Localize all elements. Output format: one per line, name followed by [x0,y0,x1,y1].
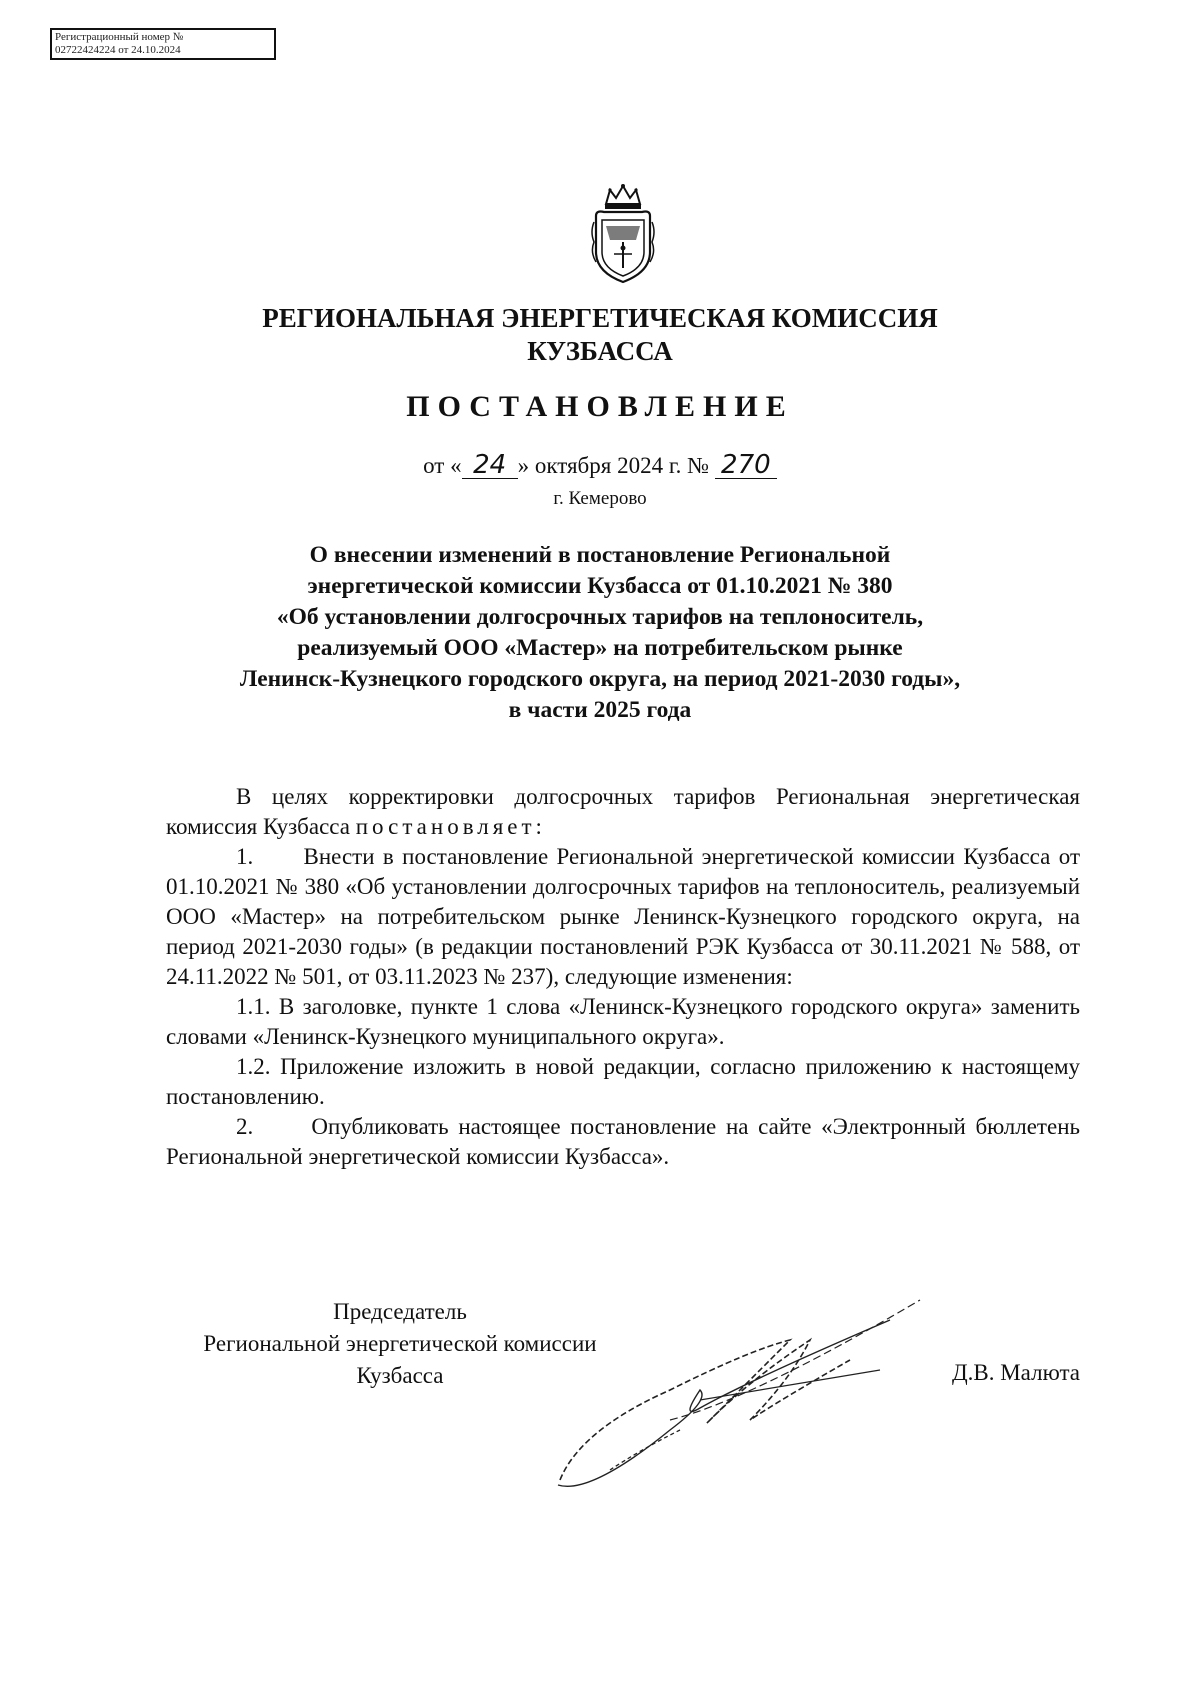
preamble-decree-word: постановляет: [355,814,546,839]
document-date-line [0,452,1200,479]
stamp-line-1: Регистрационный номер № [55,31,184,43]
paragraph-item-2: 2. Опубликовать настоящее постановление на сайте «Электронный бюллетень Региональной энергетической комиссии Кузбасса». [166,1114,1080,1169]
date-prefix: от « [423,453,462,478]
handwritten-signature [550,1280,930,1510]
paragraph-item-1-1: 1.1. В заголовке, пункте 1 слова «Ленинск-Кузнецкого городского округа» заменить словами «Ленинск-Кузнецкого муниципального округа». [166,994,1080,1049]
handwritten-number: 270 [715,452,777,479]
handwritten-day: 24 [462,452,518,479]
paragraph-item-1-2: 1.2. Приложение изложить в новой редакции, согласно приложению к настоящему постановлению. [166,1054,1080,1109]
org-line-2: КУЗБАССА [527,336,673,366]
coat-of-arms-emblem-icon [588,182,658,286]
preamble-text: В целях корректировки долгосрочных тарифов Региональная энергетическая комиссия Кузбасса [166,784,1080,839]
stamp-line-2: 02722424224 от 24.10.2024 [55,44,181,56]
document-type-heading: ПОСТАНОВЛЕНИЕ [406,390,794,423]
title-line: О внесении изменений в постановление Региональной [309,542,891,568]
title-line: энергетической комиссии Кузбасса от 01.10.2021 № 380 [307,573,893,599]
registration-stamp [50,28,276,60]
position-line-1: Председатель [333,1299,467,1324]
title-line: Ленинск-Кузнецкого городского округа, на период 2021-2030 годы», [239,666,961,692]
document-body [166,782,1080,1172]
title-line: реализуемый ООО «Мастер» на потребительском рынке [297,635,903,661]
position-line-3: Кузбасса [356,1363,444,1388]
paragraph-preamble [166,782,1080,842]
city-name: г. Кемерово [553,488,647,509]
signatory-name: Д.В. Малюта [951,1360,1080,1385]
position-line-2: Региональной энергетической комиссии [203,1331,597,1356]
title-line: в части 2025 года [508,697,692,723]
paragraph-item-1: 1. Внести в постановление Региональной энергетической комиссии Кузбасса от 01.10.2021 № 380 «Об установлении долгосрочных тарифов на теплоноситель, реализуемый ООО «Мастер» на потребительском рынке Ленинск-Кузнецкого городского округа, на период 2021-2030 годы» (в редакции постановлений РЭК Кузбасса от 30.11.2021 № 588, от 24.11.2022 № 501, от 03.11.2023 № 237), следующие изменения: [166,844,1080,989]
organization-name [0,302,1200,368]
document-title [150,540,1050,726]
title-line: «Об установлении долгосрочных тарифов на теплоноситель, [276,604,924,630]
date-middle: » октября 2024 г. № [517,453,710,478]
org-line-1: РЕГИОНАЛЬНАЯ ЭНЕРГЕТИЧЕСКАЯ КОМИССИЯ [262,303,938,333]
